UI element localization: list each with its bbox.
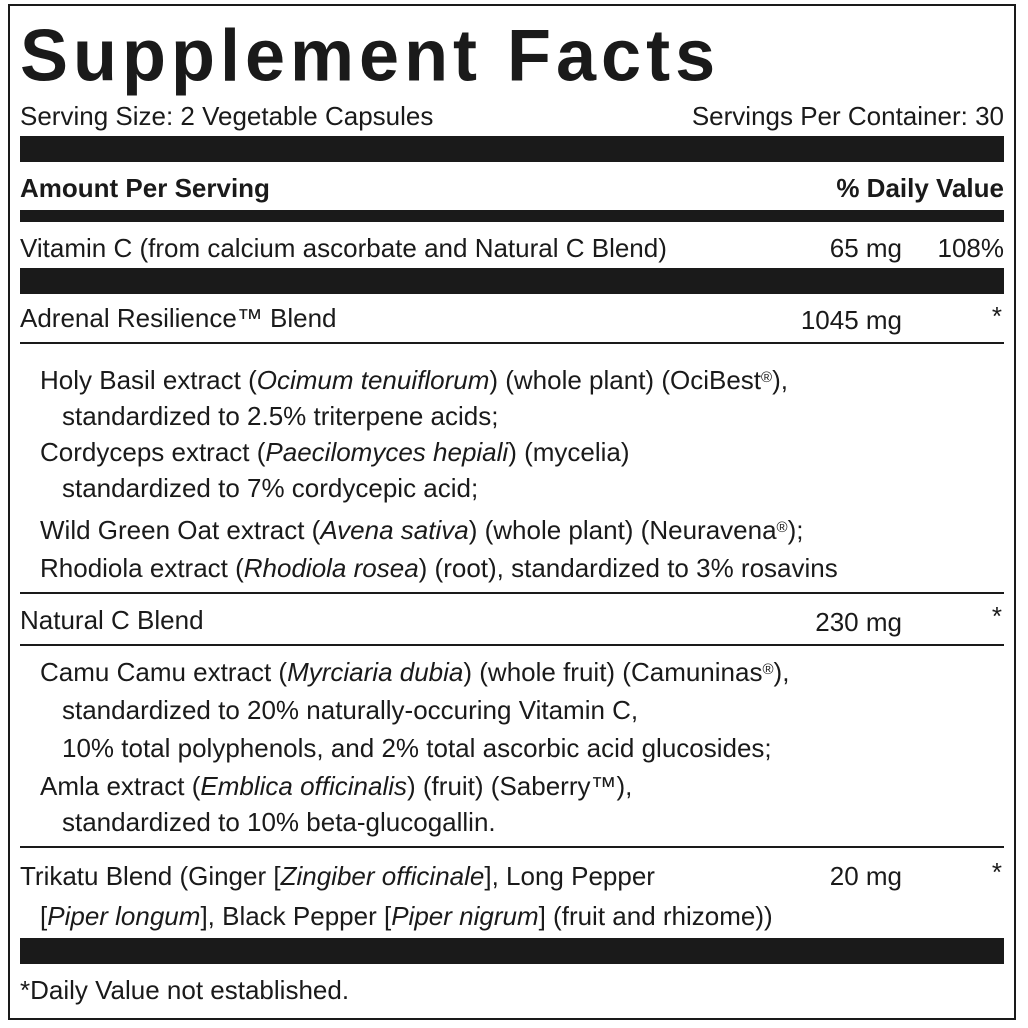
thick-divider — [20, 268, 1004, 294]
trikatu-blend-line-2: [Piper longum], Black Pepper [Piper nigrum] (fruit and rhizome)) — [40, 901, 773, 931]
adrenal-blend-name: Adrenal Resilience™ Blend — [20, 303, 337, 333]
trikatu-blend-line-1: Trikatu Blend (Ginger [Zingiber officinale], Long Pepper — [20, 861, 655, 891]
camu-camu-line: Camu Camu extract (Myrciaria dubia) (whole fruit) (Camuninas®), — [40, 657, 790, 687]
camu-camu-polyphenols: 10% total polyphenols, and 2% total ascorbic acid glucosides; — [62, 733, 772, 763]
vitamin-c-dv: 108% — [937, 233, 1004, 263]
amla-line: Amla extract (Emblica officinalis) (fruit) (Saberry™), — [40, 771, 633, 801]
panel-title: Supplement Facts — [20, 15, 721, 97]
thick-divider — [20, 136, 1004, 162]
thin-divider — [20, 846, 1004, 848]
amount-per-serving-header: Amount Per Serving — [20, 173, 270, 203]
rhodiola-line: Rhodiola extract (Rhodiola rosea) (root), standardized to 3% rosavins — [40, 553, 838, 583]
amla-standardization: standardized to 10% beta-glucogallin. — [62, 807, 496, 837]
camu-camu-standardization: standardized to 20% naturally-occuring Vitamin C, — [62, 695, 639, 725]
thick-divider — [20, 938, 1004, 964]
natural-c-blend-name: Natural C Blend — [20, 605, 204, 635]
trikatu-blend-dv: * — [991, 857, 1002, 887]
thin-divider — [20, 592, 1004, 594]
adrenal-blend-dv: * — [991, 301, 1002, 331]
natural-c-blend-amount: 230 mg — [815, 607, 902, 637]
daily-value-header: % Daily Value — [836, 173, 1004, 203]
holy-basil-line: Holy Basil extract (Ocimum tenuiflorum) (whole plant) (OciBest®), — [40, 365, 788, 395]
holy-basil-standardization: standardized to 2.5% triterpene acids; — [62, 401, 499, 431]
cordyceps-standardization: standardized to 7% cordycepic acid; — [62, 473, 479, 503]
medium-divider — [20, 210, 1004, 222]
adrenal-blend-amount: 1045 mg — [800, 305, 902, 335]
vitamin-c-amount: 65 mg — [829, 233, 902, 263]
cordyceps-line: Cordyceps extract (Paecilomyces hepiali) (mycelia) — [40, 437, 630, 467]
natural-c-blend-dv: * — [991, 601, 1002, 631]
wild-green-oat-line: Wild Green Oat extract (Avena sativa) (whole plant) (Neuravena®); — [40, 515, 804, 545]
vitamin-c-name: Vitamin C (from calcium ascorbate and Natural C Blend) — [20, 233, 667, 263]
serving-size: Serving Size: 2 Vegetable Capsules — [20, 101, 434, 131]
footnote: *Daily Value not established. — [20, 975, 350, 1005]
supplement-facts-panel — [8, 4, 1016, 1020]
thin-divider — [20, 644, 1004, 646]
thin-divider — [20, 342, 1004, 344]
trikatu-blend-amount: 20 mg — [829, 861, 902, 891]
servings-per-container: Servings Per Container: 30 — [691, 101, 1004, 131]
